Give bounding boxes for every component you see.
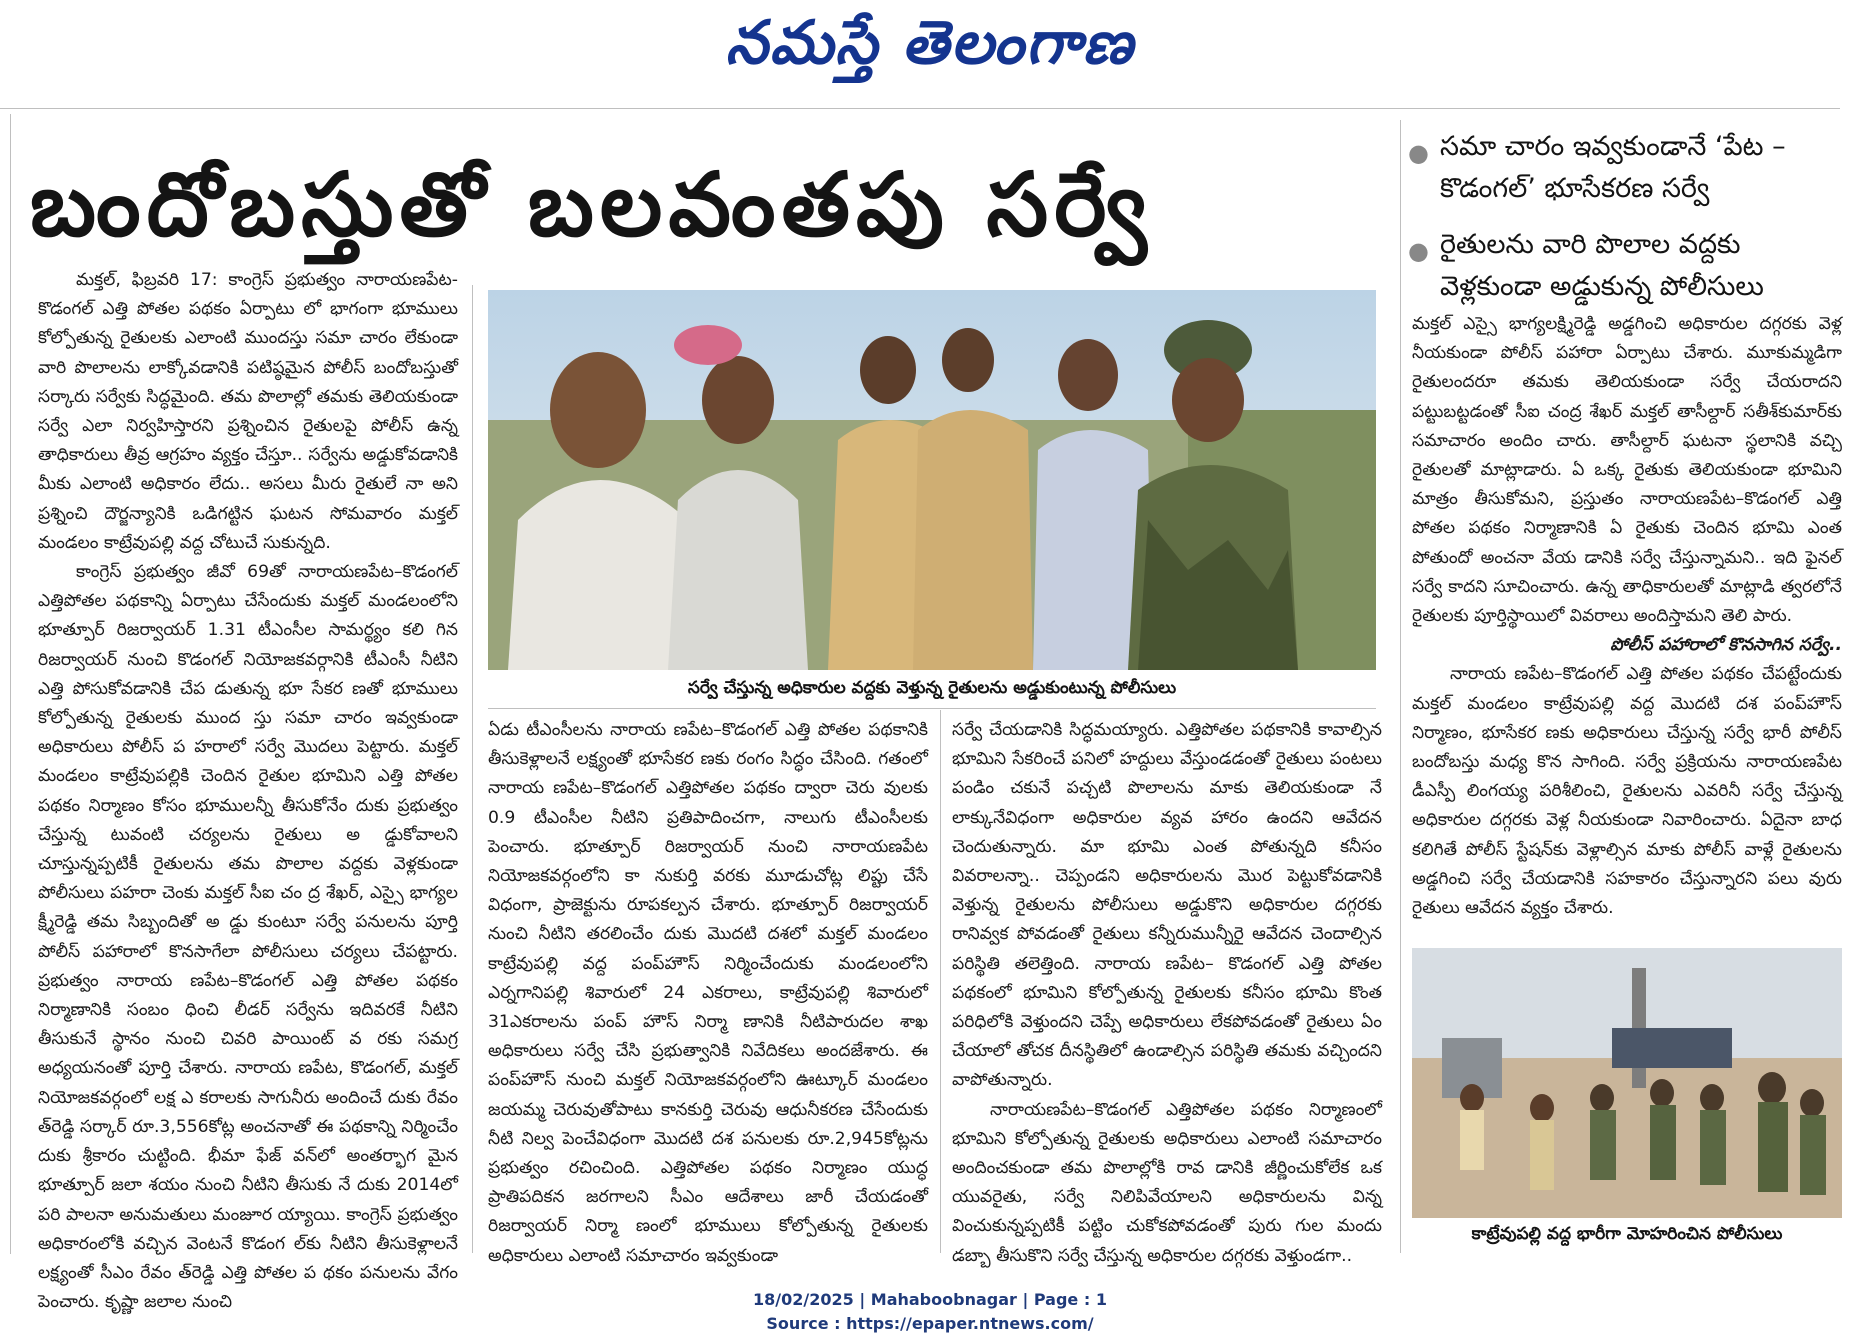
subhead-2 [1400,224,1840,308]
masthead-rule [0,108,1840,109]
main-photo [488,290,1376,670]
subhead-2-text: రైతులను వారి పొలాల వద్దకు వెళ్లకుండా అడ్డుకున్న పోలీసులు [1440,229,1764,302]
article-column-2 [488,716,928,1266]
subheads [1400,126,1840,322]
masthead [0,0,1860,96]
main-photo-caption: సర్వే చేస్తున్న అధికారుల వద్దకు వెళ్తున్న రైతులను అడ్డుకుంటున్న పోలీసులు [687,678,1177,698]
subhead-1 [1400,126,1840,210]
paragraph: మక్తల్ ఎస్సై భాగ్యలక్ష్మిరెడ్డి అడ్డగించి అధికారుల దగ్గరకు వెళ్ల నీయకుండా పోలీస్ పహారా ఏర్పాటు చేశారు. మూకుమ్మడిగా రైతులందరూ తమకు తెలియకుండా సర్వే చేయరాదని పట్టుబట్టడంతో సీఐ చంద్ర శేఖర్ మక్తల్ తాసీల్దార్ సతీశ్‌కుమార్‌కు సమాచారం అందిం చారు. తాసీల్దార్ ఘటనా స్థలానికి వచ్చి రైతులతో మాట్లాడారు. ఏ ఒక్క రైతుకు తెలియకుండా భూమిని మాత్రం తీసుకోమని, ప్రస్తుతం నారాయణపేట–కొడంగల్ ఎత్తి పోతల పథకం నిర్మాణానికి ఏ రైతుకు చెందిన భూమి ఎంత పోతుందో అంచనా వేయ డానికి సర్వే చేస్తున్నామని.. ఇది ఫైనల్ సర్వే కాదని సూచించారు. ఉన్న తాధికారులతో మాట్లాడి త్వరలోనే రైతులకు పూర్తిస్థాయిలో వివరాలు అందిస్తామని తెలి పారు. [1412,314,1842,627]
paragraph: ఏడు టీఎంసీలను నారాయ ణపేట–కొడంగల్ ఎత్తి పోతల పథకానికి తీసుకెళ్లాలనే లక్ష్యంతో భూసేకర ణకు రంగం సిద్ధం చేసింది. గతంలో నారాయ ణపేట–కొడంగల్ ఎత్తిపోతల పథకం ద్వారా చెరు వులకు 0.9 టీఎంసీల నీటిని ప్రతిపాదించగా, నాలుగు టీఎంసీలకు పెంచారు. భూత్పూర్ రిజర్వాయర్ నుంచి నారాయణపేట నియోజకవర్గంలోని కా నుకుర్తి వరకు మూడుచోట్ల లిప్టు చేసే విధంగా, ప్రాజెక్టును రూపకల్పన చేశారు. భూత్పూర్ రిజర్వాయర్ నుంచి నీటిని తరలించేం దుకు మొదటి దశలో మక్తల్ మండలం కాట్రేవుపల్లి వద్ద పంప్‌హౌస్ నిర్మించేందుకు మండలంలోని ఎర్నగానిపల్లి శివారులో 24 ఎకరాలు, కాట్రేవుపల్లి శివారులో 31ఎకరాలను పంప్ హౌస్ నిర్మా ణానికి నీటిపారుదల శాఖ అధికారులు సర్వే చేసి ప్రభుత్వానికి నివేదికలు అందజేశారు. ఈ పంప్‌హౌస్ నుంచి మక్తల్ నియోజకవర్గంలోని ఊట్కూర్ మండలం జయమ్మ చెరువుతోపాటు కానకుర్తి చెరువు ఆధునీకరణ చేసేందుకు నీటి నిల్వ పెంచేవిధంగా మొదటి దశ పనులకు రూ.2,945కోట్లను ప్రభుత్వం రచించింది. ఎత్తిపోతల పథకం నిర్మాణం యుద్ధ ప్రాతిపదికన జరగాలని సీఎం ఆదేశాలు జారీ చేయడంతో రిజర్వాయర్ నిర్మా ణంలో భూములు కోల్పోతున్న రైతులకు అధికారులు ఎలాంటి సమాచారం ఇవ్వకుండా [488,720,928,1266]
left-border [10,114,11,1254]
paragraph: సర్వే చేయడానికి సిద్ధమయ్యారు. ఎత్తిపోతల పథకానికి కావాల్సిన భూమిని సేకరించే పనిలో హద్దులు వేస్తుండడంతో రైతులు పంటలు పండిం చకునే పచ్చటి పొలాలను మాకు తెలియకుండా నే లాక్కునేవిధంగా అధికారుల వ్యవ హారం ఉందని ఆవేదన చెందుతున్నారు. మా భూమి ఎంత పోతున్నది కనీసం వివరాలన్నా.. చెప్పండని అధికారులను మొర పెట్టుకోవడానికి వెళ్తున్న రైతులను పోలీసులు అడ్డుకొని అధికారుల దగ్గరకు రానివ్వక పోవడంతో రైతులు కన్నీరుమున్నీరై ఆవేదన చెందాల్సిన పరిస్థితి తలెత్తింది. నారాయ ణపేట– కొడంగల్ ఎత్తి పోతల పథకంలో భూమిని కోల్పోతున్న రైతులకు కనీసం భూమి కొంత పరిధిలోకి వెళ్తుందని చెప్పే అధికారులు లేకపోవడంతో రైతులు ఏం చేయాలో తోచక దీనస్థితిలో ఉండాల్సిన పరిస్థితి తమకు వచ్చిందని వాపోతున్నారు. [952,720,1382,1091]
section-heading: పోలీస్ పహారాలో కొనసాగిన సర్వే.. [1610,635,1842,656]
paragraph: మక్తల్, ఫిబ్రవరి 17: కాంగ్రెస్ ప్రభుత్వం నారాయణపేట-కొడంగల్ ఎత్తి పోతల పథకం ఏర్పాటు లో భాగంగా భూములు కోల్పోతున్న రైతులకు ఎలాంటి ముందస్తు సమా చారం లేకుండా వారి పొలాలను లాక్కోవడానికి పటిష్ఠమైన పోలీస్ బందోబస్తుతో సర్కారు సర్వేకు సిద్ధమైంది. తమ పొలాల్లో తమకు తెలియకుండా సర్వే ఎలా నిర్వహిస్తారని ప్రశ్నించిన రైతులపై పోలీస్ ఉన్న తాధికారులు తీవ్ర ఆగ్రహం వ్యక్తం చేస్తూ.. సర్వేను అడ్డుకోవడానికి మీకు ఎలాంటి అధికారం లేదు.. అసలు మీరు రైతులే నా అని ప్రశ్నించి దౌర్జన్యానికి ఒడిగట్టిన ఘటన సోమవారం మక్తల్ మండలం కాట్రేవుపల్లి వద్ద చోటుచే సుకున్నది. [38,270,458,553]
main-photo-image [488,290,1376,670]
bullet-icon: ● [1408,139,1429,167]
footer-source[interactable]: Source : https://epaper.ntnews.com/ [766,1314,1094,1333]
subhead-1-text: సమా చారం ఇవ్వకుండానే ‘పేట – కొడంగల్’ భూసేకరణ సర్వే [1440,131,1786,204]
side-photo-image [1412,948,1842,1218]
side-photo [1412,948,1842,1218]
article-column-4 [1412,310,1842,930]
headline: బందోబస్తుతో బలవంతపు సర్వే [30,153,1153,256]
column-rule-1 [472,285,473,1253]
paragraph: నారాయణపేట–కొడంగల్ ఎత్తిపోతల పథకం నిర్మాణంలో భూమిని కోల్పోతున్న రైతులకు అధికారులు ఎలాంటి సమాచారం అందించకుండా తమ పొలాల్లోకి రావ డానికి జీర్ణించుకోలేక ఒక యువరైతు, సర్వే నిలిపివేయాలని అధికారులను విన్న వించుకున్నప్పటికీ పట్టిం చుకోకపోవడంతో పురు గుల మందు డబ్బా తీసుకొని సర్వే చేస్తున్న అధికారుల దగ్గరకు వెళ్తుండగా.. [952,1099,1382,1266]
newspaper-logo: నమస్తే తెలంగాణ [725,8,1135,78]
side-photo-caption: కాట్రేవుపల్లి వద్ద భారీగా మోహరించిన పోలీసులు [1471,1224,1783,1244]
caption-rule [488,708,1376,709]
footer-date-edition: 18/02/2025 | Mahaboobnagar | Page : 1 [753,1290,1107,1309]
paragraph: కాంగ్రెస్ ప్రభుత్వం జీవో 69తో నారాయణపేట–కొడంగల్ ఎత్తిపోతల పథకాన్ని ఏర్పాటు చేసేందుకు మక్తల్ మండలంలోని భూత్పూర్ రిజర్వాయర్ 1.31 టీఎంసీల సామర్థ్యం కలి గిన రిజర్వాయర్ నుంచి కొడంగల్ నియోజకవర్గానికి టీఎంసీ నీటిని ఎత్తి పోసుకోవడానికి చేప డుతున్న భూ సేకర ణతో భూములు కోల్పోతున్న రైతులకు ముంద స్తు సమా చారం ఇవ్వకుండా అధికారులు పోలీస్ ప హరాలో సర్వే మొదలు పెట్టారు. మక్తల్ మండలం కాట్రేవుపల్లికి చెందిన రైతుల భూమిని ఎత్తి పోతల పథకం నిర్మాణం కోసం భూములన్నీ తీసుకోనేం దుకు ప్రభుత్వం చేస్తున్న టువంటి చర్యలను రైతులు అ డ్డుకోవాలని చూస్తున్నప్పటికీ రైతులను తమ పొలాల వద్దకు వెళ్లకుండా పోలీసులు పహరా చెంకు మక్తల్ సీఐ చం ద్ర శేఖర్, ఎస్సై భాగ్యల క్ష్మీరెడ్డి తమ సిబ్బందితో అ డ్డు కుంటూ సర్వే పనులను పూర్తి పోలీస్ పహారాలో కొనసాగేలా పోలీసులు చర్యలు చేపట్టారు. ప్రభుత్వం నారాయ ణపేట–కొడంగల్ ఎత్తి పోతల పథకం నిర్మాణానికి సంబం ధించి లీడర్ సర్వేను ఇదివరకే నీటిని తీసుకునే స్థానం నుంచి చివరి పాయింట్ వ రకు సమగ్ర అధ్యయనంతో పూర్తి చేశారు. నారాయ ణపేట, కొడంగల్, మక్తల్ నియోజకవర్గంలో లక్ష ఎ కరాలకు సాగునీరు అందించే దుకు రేవం త్‌రెడ్డి సర్కార్ రూ.3,556కోట్ల అంచనాతో ఈ పథకాన్ని నిర్మించేం దుకు శ్రీకారం చుట్టింది. భీమా ఫేజ్ వన్‌లో అంతర్భాగ మైన భూత్పూర్ జలా శయం నుంచి నీటిని తీసుకు నే దుకు 2014లో పరి పాలనా అనుమతులు మంజూర య్యాయి. కాంగ్రెస్ ప్రభుత్వం అధికారంలోకి వచ్చిన వెంటనే కొడంగ ల్‌కు నీటిని తీసుకెళ్లాలనే లక్ష్యంతో సీఎం రేవం త్‌రెడ్డి ఎత్తి పోతల ప థకం పనులను వేగం పెంచారు. కృష్ణా జలాల నుంచి [38,562,458,1313]
article-column-3 [952,716,1382,1266]
article-column-1 [38,266,458,1313]
paragraph: నారాయ ణపేట–కొడంగల్ ఎత్తి పోతల పథకం చేపట్టేందుకు మక్తల్ మండలం కాట్రేవుపల్లి వద్ద మొదటి దశ పంప్‌హౌస్ నిర్మాణం, భూసేకర ణకు అధికారులు చేస్తున్న సర్వే భారీ పోలీస్ బందోబస్తు మధ్య కొన సాగింది. సర్వే ప్రక్రియను నారాయణపేట డీఎస్పీ లింగయ్య పరిశీలించి, రైతులను ఎవరినీ సర్వే చేస్తున్న అధికారుల దగ్గరకు వెళ్ల నీయకుండా నివారించారు. ఏదైనా బాధ కలిగితే పోలీస్ స్టేషన్‌కు వెళ్లాల్సిన మాకు పోలీస్ వాళ్లే రైతులను అడ్డగించి సర్వే చేయడానికి సహకారం చేస్తున్నారని పలు వురు రైతులు ఆవేదన వ్యక్తం చేశారు. [1412,664,1842,919]
column-rule-2 [940,710,941,1253]
bullet-icon: ● [1408,237,1429,265]
column-rule-3 [1400,120,1401,1253]
